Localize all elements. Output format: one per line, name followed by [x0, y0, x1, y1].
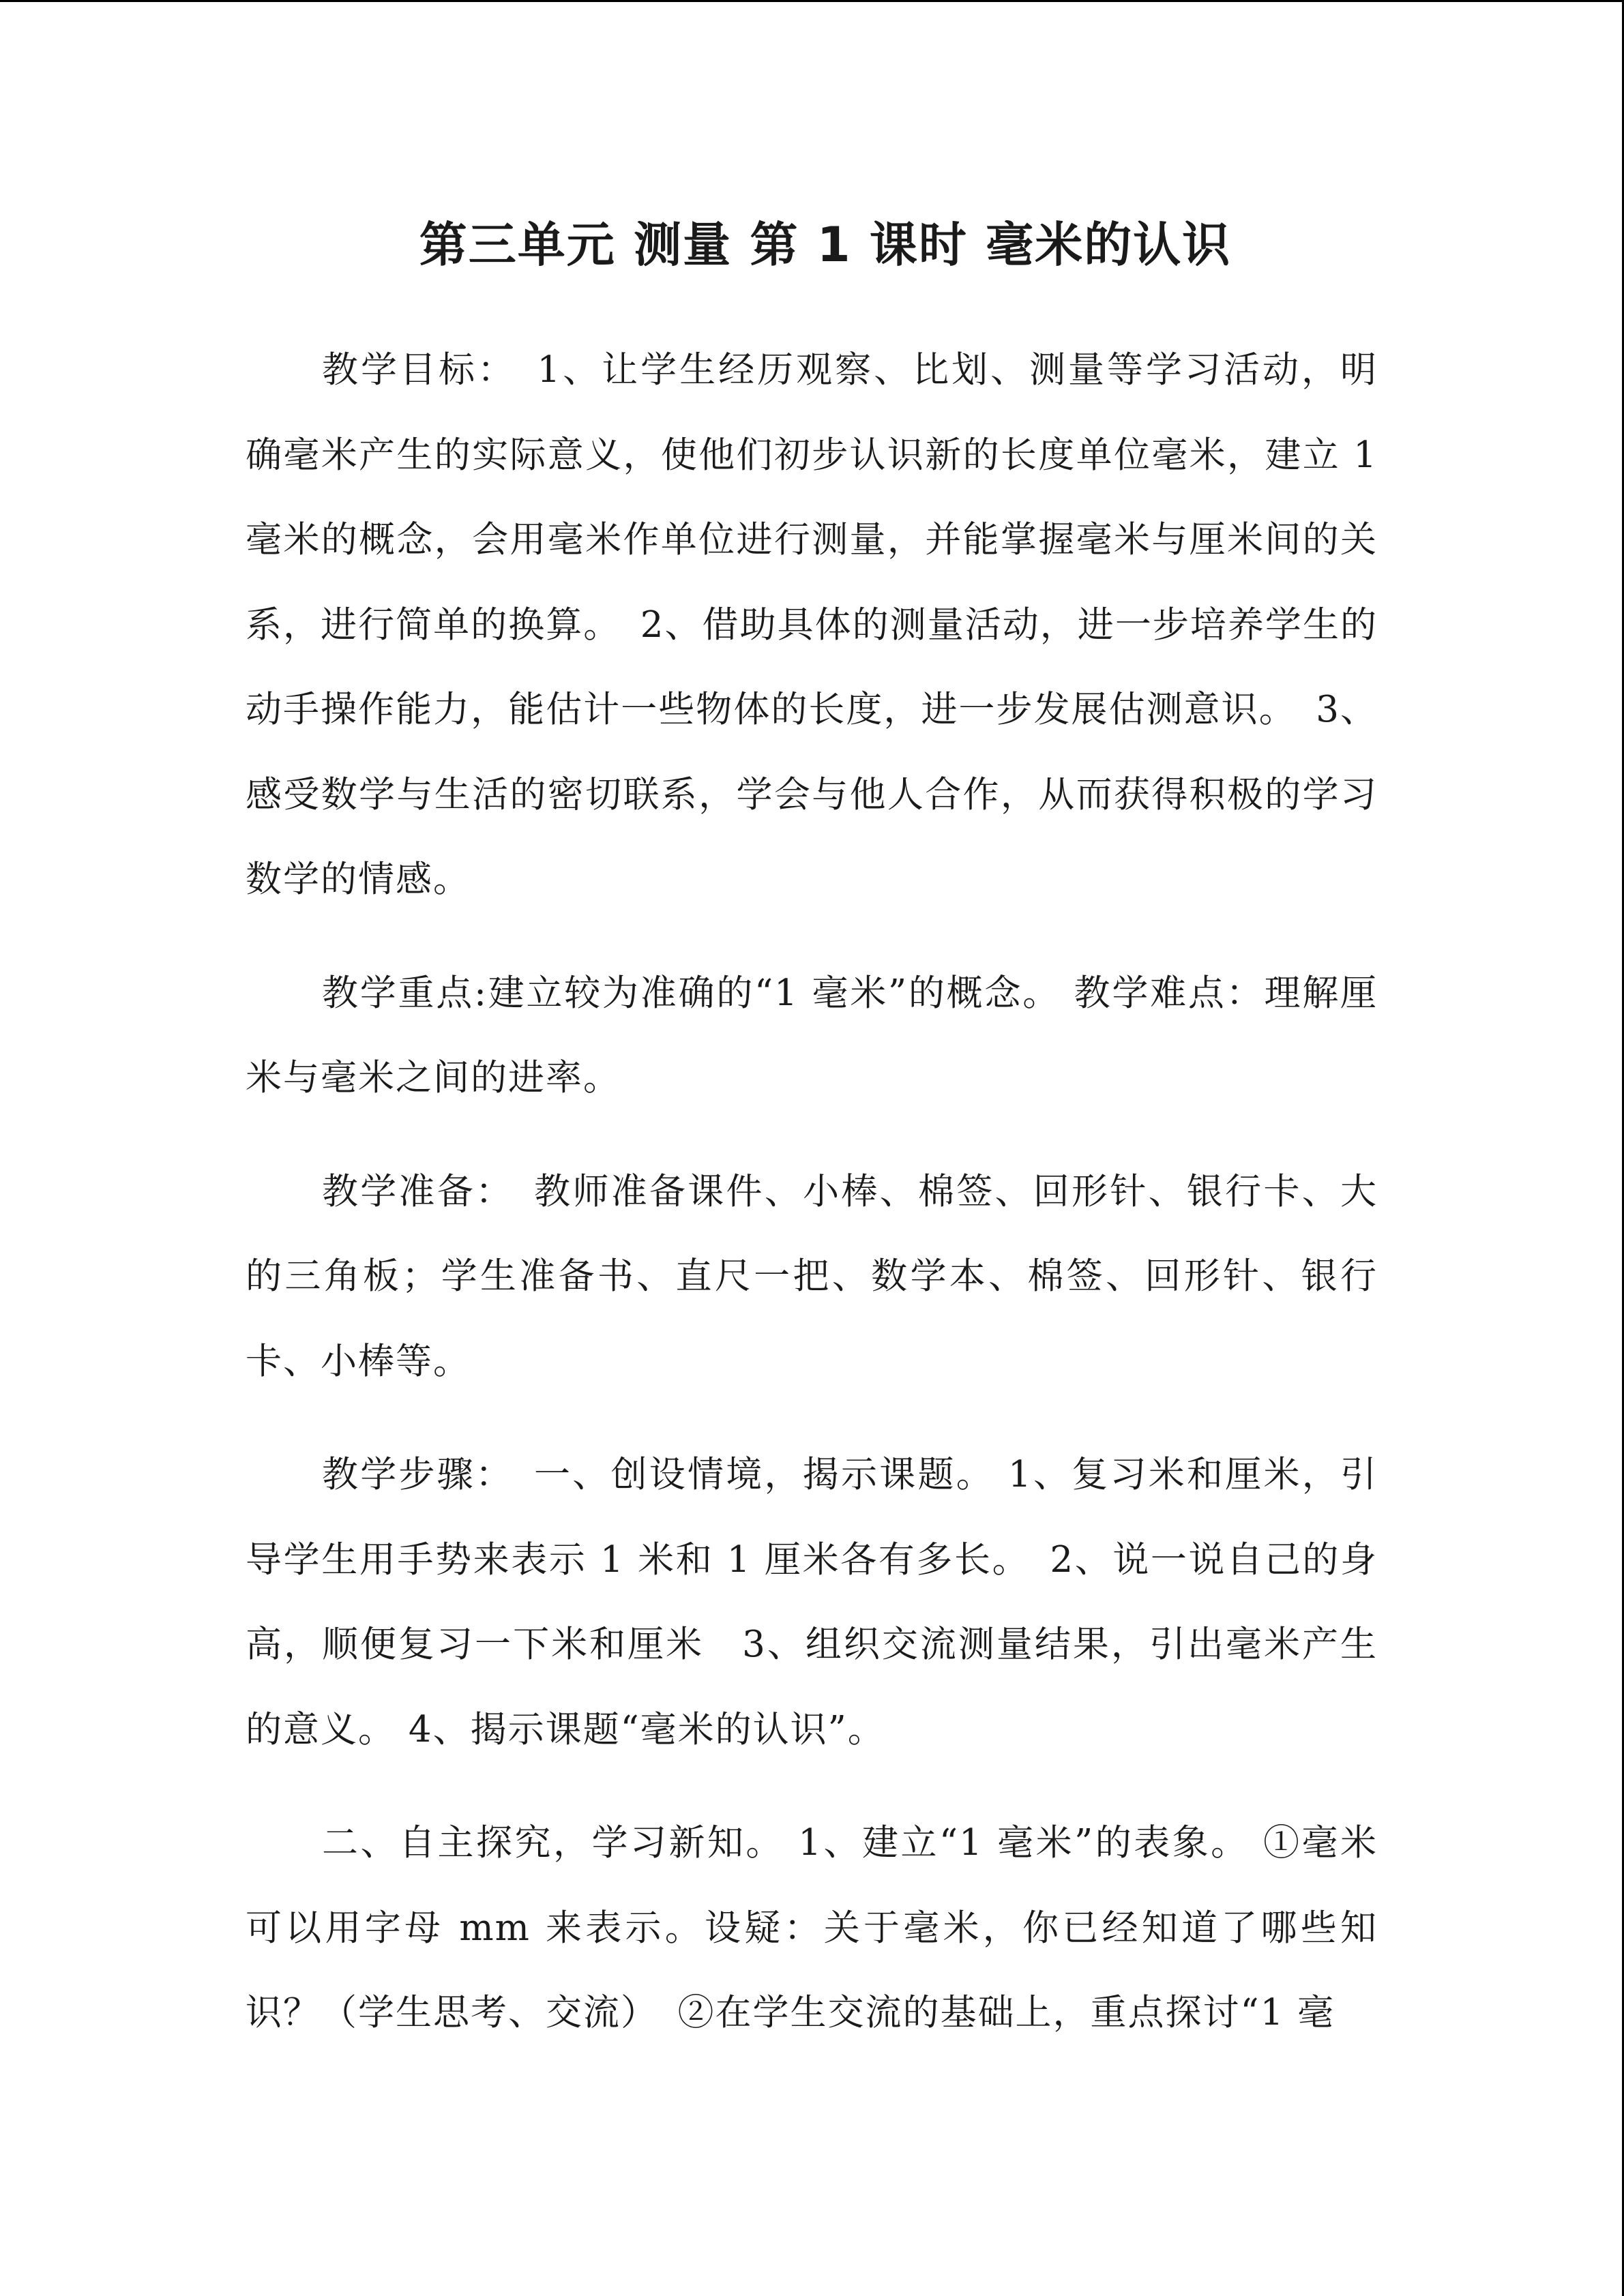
paragraph-teaching-steps: 教学步骤： 一、创设情境，揭示课题。 1、复习米和厘米，引导学生用手势来表示 1 米和 1 厘米各有多长。 2、说一说自己的身高，顺便复习一下米和厘米 3、组织交流测量结果，引出毫米产生的意义。 4、揭示课题“毫米的认识”。	[246, 1454, 1378, 1750]
paragraph-key-points: 教学重点:建立较为准确的“1 毫米”的概念。 教学难点：理解厘米与毫米之间的进率。	[246, 972, 1378, 1099]
paragraph-exploration: 二、自主探究，学习新知。 1、建立“1 毫米”的表象。 ①毫米可以用字母 mm 来表示。设疑：关于毫米，你已经知道了哪些知识？（学生思考、交流） ②在学生交流的基础上，重点探讨“1 毫	[246, 1822, 1378, 2033]
paragraph-preparation: 教学准备： 教师准备课件、小棒、棉签、回形针、银行卡、大的三角板；学生准备书、直尺一把、数学本、棉签、回形针、银行卡、小棒等。	[246, 1170, 1378, 1382]
document-body	[246, 328, 1378, 2085]
paragraph-teaching-goals: 教学目标： 1、让学生经历观察、比划、测量等学习活动，明确毫米产生的实际意义，使他们初步认识新的长度单位毫米，建立 1 毫米的概念，会用毫米作单位进行测量，并能掌握毫米与厘米间的关系，进行简单的换算。 2、借助具体的测量活动，进一步培养学生的动手操作能力，能估计一些物体的长度，进一步发展估测意识。 3、感受数学与生活的密切联系，学会与他人合作，从而获得积极的学习数学的情感。	[246, 349, 1378, 900]
page-title: 第三单元 测量 第 1 课时 毫米的认识	[419, 217, 1232, 273]
